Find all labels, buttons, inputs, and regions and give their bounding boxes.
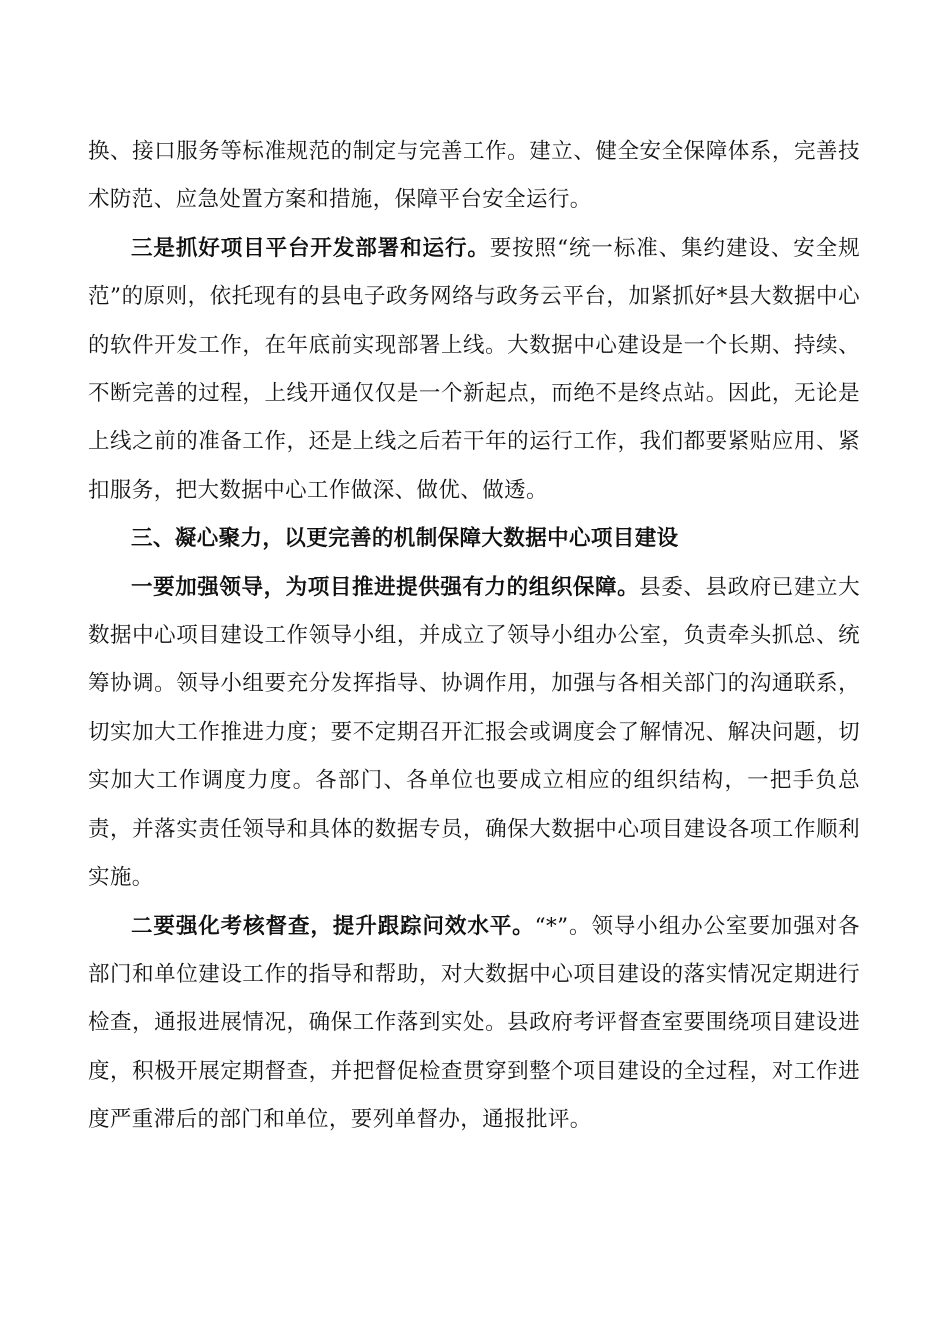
paragraph-leadership [88,564,860,903]
section-heading: 三、凝心聚力，以更完善的机制保障大数据中心项目建设 [131,526,679,552]
paragraph-text: 要按照“统一标准、集约建设、安全规范”的原则，依托现有的县电子政务网络与政务云平台，加紧抓好*县大数据中心的软件开发工作，在年底前实现部署上线。大数据中心建设是一个长期、持续、不断完善的过程，上线开通仅仅是一个新起点，而绝不是终点站。因此，无论是上线之前的准备工作，还是上线之后若干年的运行工作，我们都要紧贴应用、紧扣服务，把大数据中心工作做深、做优、做透。 [88,235,861,503]
paragraph-lead: 二要强化考核督查，提升跟踪问效水平。 [131,913,535,939]
paragraph-lead: 一要加强领导，为项目推进提供强有力的组织保障。 [131,574,640,600]
paragraph-text: 县委、县政府已建立大数据中心项目建设工作领导小组，并成立了领导小组办公室，负责牵头抓总、统筹协调。领导小组要充分发挥指导、协调作用，加强与各相关部门的沟通联系，切实加大工作推进力度；要不定期召开汇报会或调度会了解情况、解决问题，切实加大工作调度力度。各部门、各单位也要成立相应的组织结构，一把手负总责，并落实责任领导和具体的数据专员，确保大数据中心项目建设各项工作顺利实施。 [88,574,860,891]
paragraph-text: “*”。领导小组办公室要加强对各部门和单位建设工作的指导和帮助，对大数据中心项目建设的落实情况定期进行检查，通报进展情况，确保工作落到实处。县政府考评督查室要围绕项目建设进度，积极开展定期督查，并把督促检查贯穿到整个项目建设的全过程，对工作进度严重滞后的部门和单位，要列单督办，通报批评。 [88,913,861,1133]
paragraph-supervision [88,903,860,1145]
paragraph-platform-deployment [88,225,860,515]
paragraph-continuation [88,128,860,225]
document-body [88,128,860,1145]
paragraph-lead: 三是抓好项目平台开发部署和运行。 [131,235,490,261]
paragraph-text: 换、接口服务等标准规范的制定与完善工作。建立、健全安全保障体系，完善技术防范、应急处置方案和措施，保障平台安全运行。 [88,139,860,213]
